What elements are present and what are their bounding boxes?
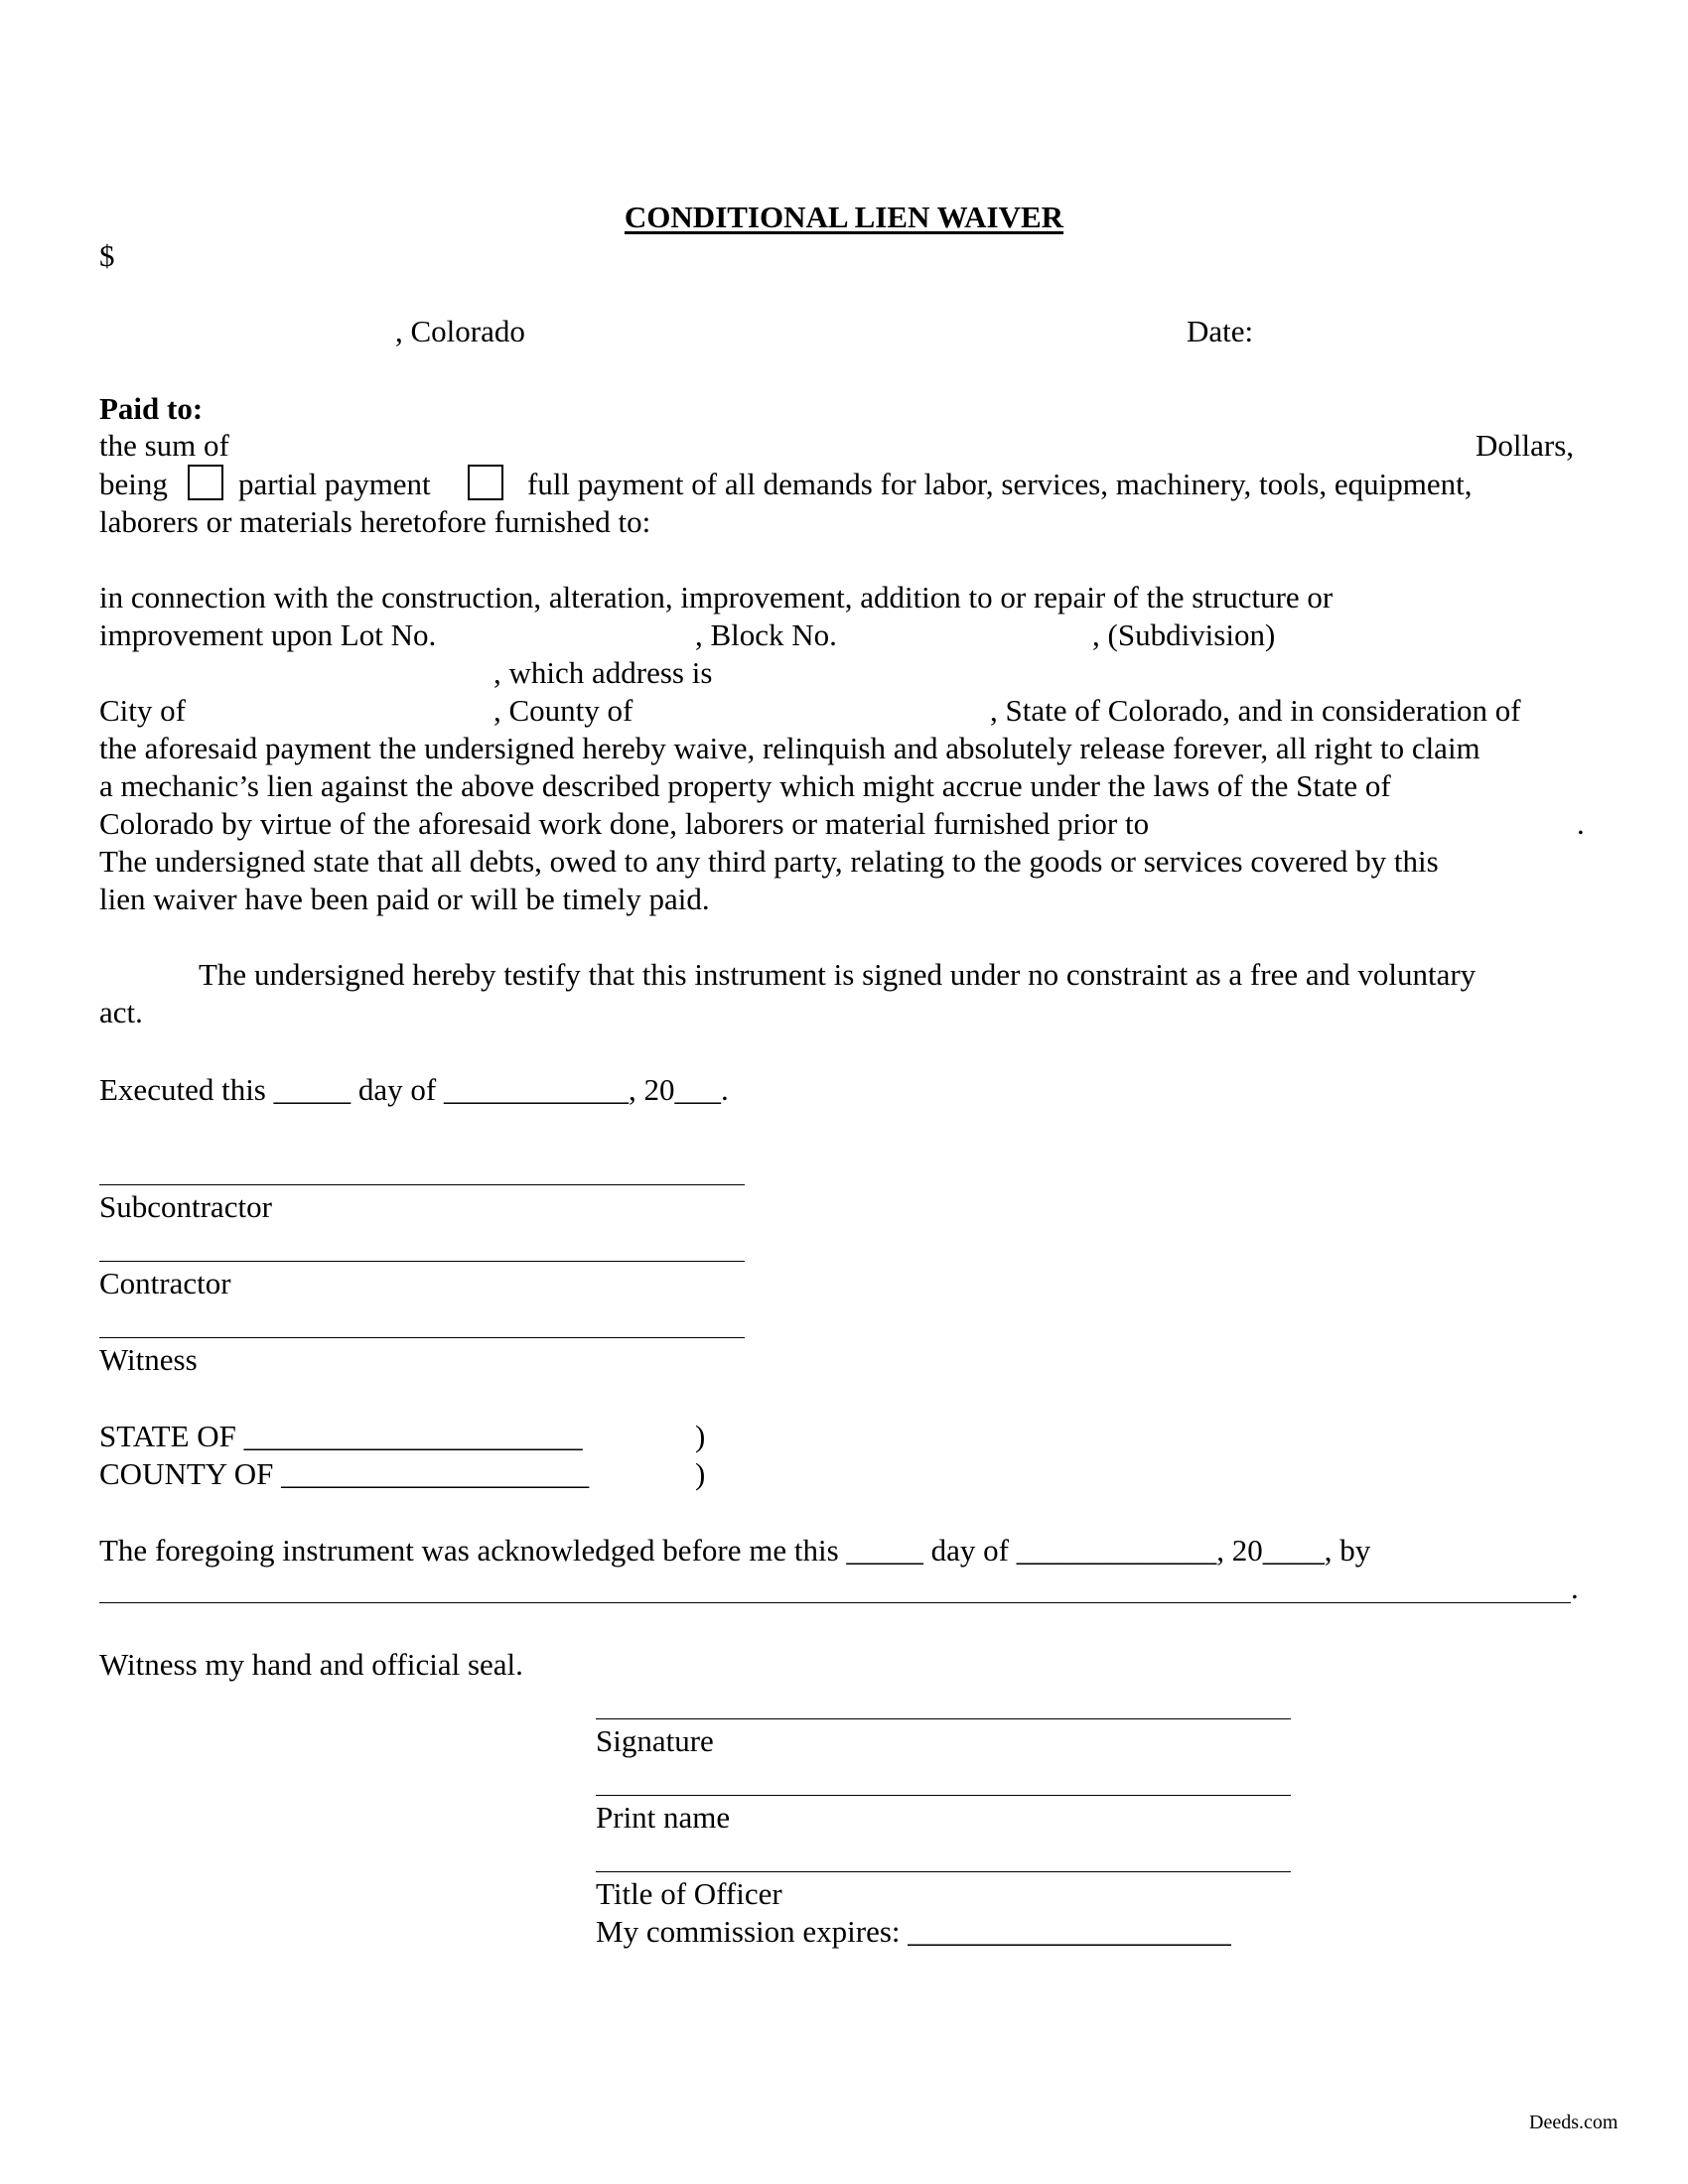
- testify-text-end: act.: [99, 995, 143, 1029]
- acknowledged-period: .: [1571, 1570, 1579, 1605]
- print-name-label: Print name: [596, 1800, 731, 1835]
- full-payment-checkbox[interactable]: [468, 465, 503, 503]
- acknowledged-name-line: [99, 1602, 1571, 1603]
- subdivision-label: , (Subdivision): [1092, 617, 1276, 652]
- document-title: CONDITIONAL LIEN WAIVER: [624, 200, 1064, 234]
- body-text-line: lien waiver have been paid or will be timely paid.: [99, 882, 710, 916]
- city-of-label: City of: [99, 693, 186, 728]
- subcontractor-label: Subcontractor: [99, 1189, 272, 1224]
- date-label: Date:: [1187, 314, 1254, 348]
- partial-payment-checkbox[interactable]: [188, 465, 223, 503]
- testify-text: The undersigned hereby testify that this instrument is signed under no constraint as a free and voluntary: [199, 957, 1477, 992]
- body-text-line: the aforesaid payment the undersigned hereby waive, relinquish and absolutely release forever, all right to claim: [99, 731, 1480, 765]
- state-paren: ): [695, 1419, 706, 1453]
- county-paren: ): [695, 1456, 706, 1491]
- block-no-label: , Block No.: [695, 617, 837, 652]
- title-officer-line: [596, 1871, 1291, 1872]
- body-text-line: The undersigned state that all debts, owed to any third party, relating to the goods or services covered by this: [99, 844, 1439, 879]
- dollars-label: Dollars,: [1476, 428, 1575, 463]
- witness-label: Witness: [99, 1342, 198, 1377]
- acknowledged-line: The foregoing instrument was acknowledged before me this _____ day of _____________, 20____, by: [99, 1533, 1371, 1568]
- dollar-sign: $: [99, 238, 115, 273]
- subcontractor-signature-line: [99, 1184, 745, 1185]
- body-text-line: Colorado by virtue of the aforesaid work done, laborers or material furnished prior to: [99, 806, 1150, 841]
- witness-hand-text: Witness my hand and official seal.: [99, 1647, 523, 1682]
- lot-no-label: improvement upon Lot No.: [99, 617, 437, 652]
- county-of-inline-label: , County of: [493, 693, 633, 728]
- partial-payment-label: partial payment: [238, 467, 431, 501]
- location-colorado: , Colorado: [395, 314, 525, 348]
- state-of-line: STATE OF ______________________: [99, 1419, 583, 1453]
- state-colorado-text: , State of Colorado, and in consideration of: [990, 693, 1521, 728]
- body-text-line: a mechanic’s lien against the above described property which might accrue under the laws of the State of: [99, 768, 1391, 803]
- body-period: .: [1577, 806, 1585, 841]
- paid-to-label: Paid to:: [99, 391, 204, 426]
- footer-deeds-com: Deeds.com: [1529, 2112, 1618, 2133]
- executed-line: Executed this _____ day of ____________, 20___.: [99, 1072, 729, 1107]
- sum-of-label: the sum of: [99, 428, 229, 463]
- contractor-label: Contractor: [99, 1266, 231, 1300]
- connection-text: in connection with the construction, alteration, improvement, addition to or repair of the structure or: [99, 580, 1334, 614]
- county-of-line: COUNTY OF ____________________: [99, 1456, 590, 1491]
- print-name-line: [596, 1795, 1291, 1796]
- notary-signature-line: [596, 1718, 1291, 1719]
- contractor-signature-line: [99, 1261, 745, 1262]
- commission-expires-line: My commission expires: _____________________: [596, 1914, 1231, 1949]
- witness-signature-line: [99, 1337, 745, 1338]
- address-label: , which address is: [493, 655, 713, 690]
- title-of-officer-label: Title of Officer: [596, 1876, 782, 1911]
- laborers-text: laborers or materials heretofore furnished to:: [99, 504, 651, 539]
- signature-label: Signature: [596, 1723, 714, 1758]
- being-label: being: [99, 467, 168, 501]
- full-payment-text: full payment of all demands for labor, services, machinery, tools, equipment,: [527, 467, 1473, 501]
